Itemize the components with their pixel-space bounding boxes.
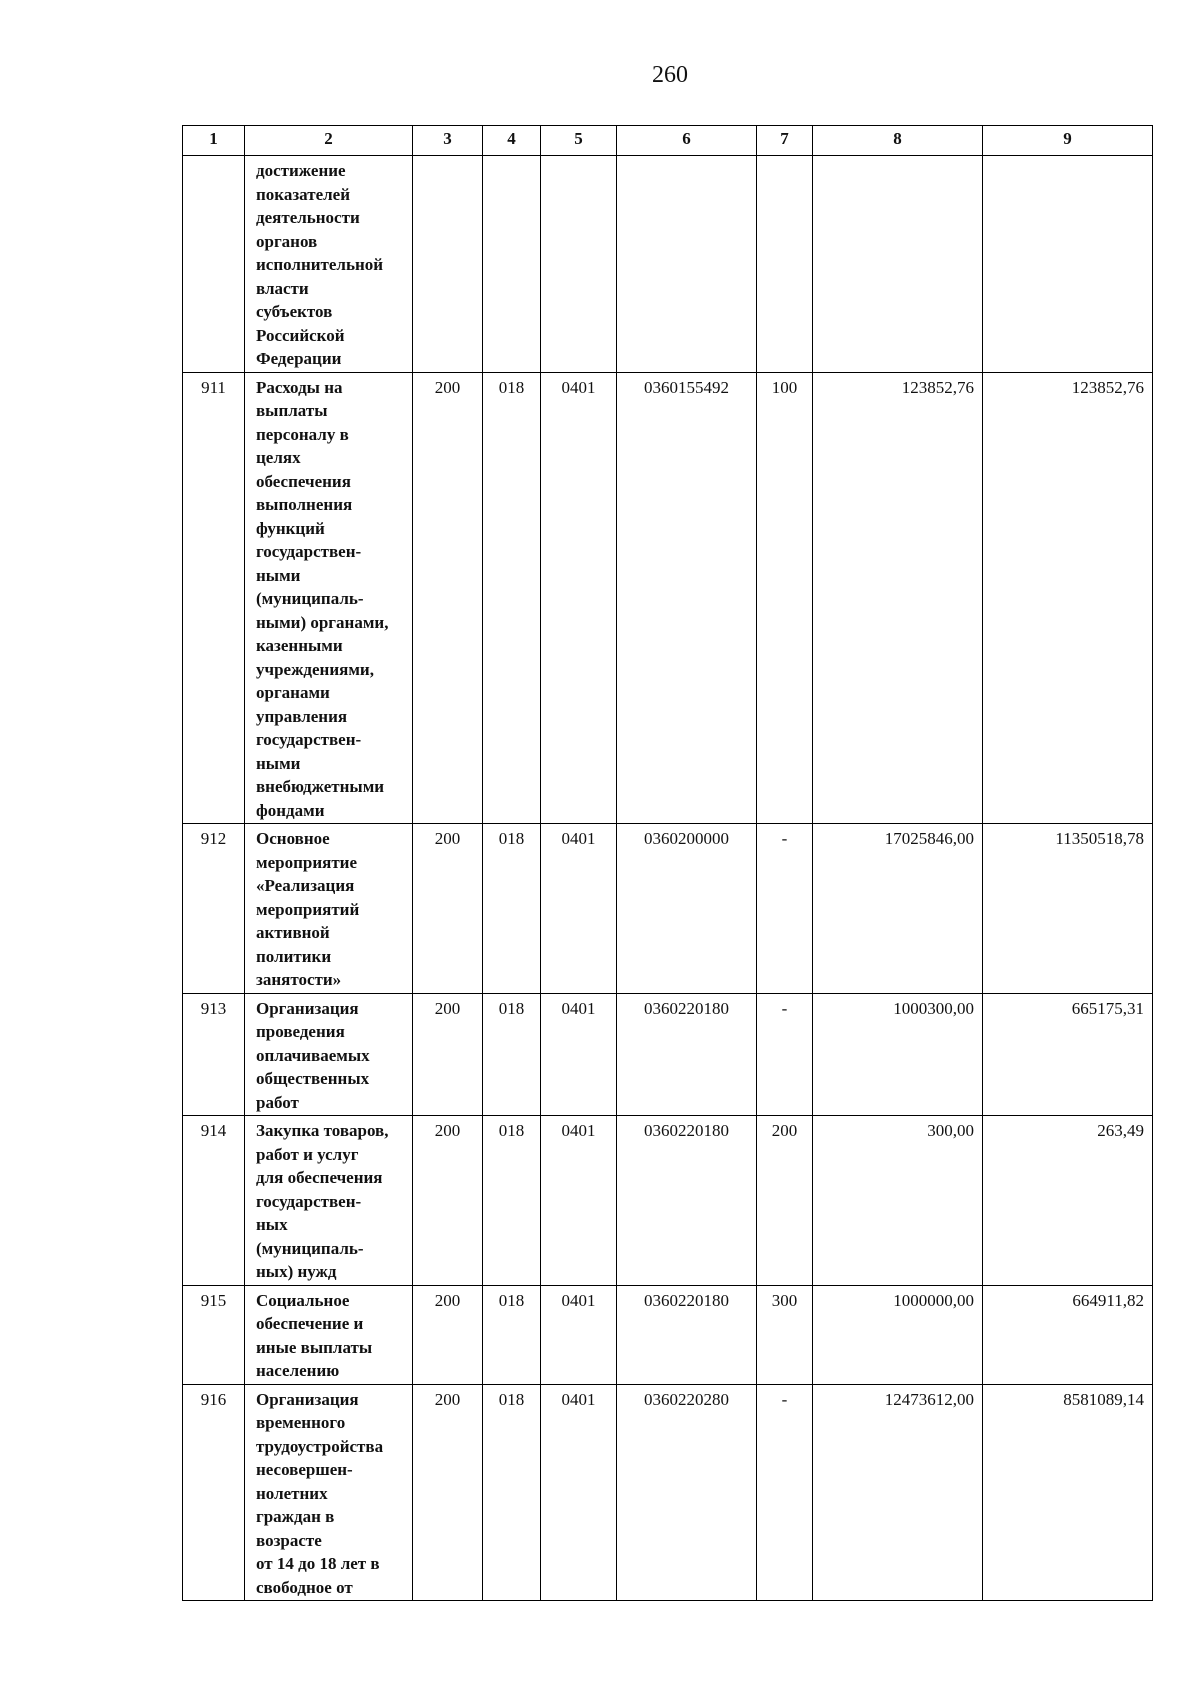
col4-code-cell: 018 (483, 824, 541, 994)
col-header-3: 3 (413, 126, 483, 156)
col8-amount-cell: 300,00 (813, 1116, 983, 1286)
table-body (183, 156, 1153, 1601)
col6-code-cell: 0360220180 (617, 1285, 757, 1384)
col3-code-cell: 200 (413, 993, 483, 1116)
header-row (183, 126, 1153, 156)
row-number-cell: 916 (183, 1384, 245, 1601)
table-row (183, 993, 1153, 1116)
row-number-cell: 912 (183, 824, 245, 994)
col6-code-cell: 0360200000 (617, 824, 757, 994)
row-number-cell: 914 (183, 1116, 245, 1286)
item-name-cell: Организация временного трудоустройства несовершен- нолетних граждан в возрасте от 14 до 18 лет в свободное от (245, 1384, 413, 1601)
page-number: 260 (652, 62, 688, 88)
col8-amount-cell: 17025846,00 (813, 824, 983, 994)
col5-code-cell: 0401 (541, 372, 617, 824)
col4-code-cell: 018 (483, 1116, 541, 1286)
item-name-cell: Закупка товаров, работ и услуг для обеспечения государствен- ных (муниципаль- ных) нужд (245, 1116, 413, 1286)
col3-code-cell: 200 (413, 372, 483, 824)
col4-code-cell: 018 (483, 1285, 541, 1384)
col4-code-cell: 018 (483, 993, 541, 1116)
col8-amount-cell: 1000000,00 (813, 1285, 983, 1384)
table-row (183, 372, 1153, 824)
table-row (183, 1116, 1153, 1286)
col-header-4: 4 (483, 126, 541, 156)
col6-code-cell: 0360155492 (617, 372, 757, 824)
col5-code-cell: 0401 (541, 1384, 617, 1601)
col9-amount-cell (983, 156, 1153, 373)
col4-code-cell: 018 (483, 372, 541, 824)
col9-amount-cell: 123852,76 (983, 372, 1153, 824)
col-header-1: 1 (183, 126, 245, 156)
item-name-cell: Основное мероприятие «Реализация мероприятий активной политики занятости» (245, 824, 413, 994)
item-name-cell: Организация проведения оплачиваемых общественных работ (245, 993, 413, 1116)
col-header-8: 8 (813, 126, 983, 156)
col5-code-cell: 0401 (541, 1285, 617, 1384)
row-number-cell: 913 (183, 993, 245, 1116)
col6-code-cell: 0360220180 (617, 993, 757, 1116)
col3-code-cell: 200 (413, 1116, 483, 1286)
col5-code-cell: 0401 (541, 993, 617, 1116)
col6-code-cell: 0360220280 (617, 1384, 757, 1601)
col6-code-cell (617, 156, 757, 373)
col9-amount-cell: 8581089,14 (983, 1384, 1153, 1601)
table-row (183, 156, 1153, 373)
col7-code-cell (757, 156, 813, 373)
row-number-cell (183, 156, 245, 373)
row-number-cell: 911 (183, 372, 245, 824)
col9-amount-cell: 11350518,78 (983, 824, 1153, 994)
col5-code-cell (541, 156, 617, 373)
budget-table (182, 125, 1153, 1601)
col-header-9: 9 (983, 126, 1153, 156)
col8-amount-cell: 123852,76 (813, 372, 983, 824)
col5-code-cell: 0401 (541, 1116, 617, 1286)
col8-amount-cell: 12473612,00 (813, 1384, 983, 1601)
col-header-6: 6 (617, 126, 757, 156)
col3-code-cell: 200 (413, 1384, 483, 1601)
col7-code-cell: - (757, 824, 813, 994)
table-row (183, 1384, 1153, 1601)
col-header-2: 2 (245, 126, 413, 156)
col9-amount-cell: 665175,31 (983, 993, 1153, 1116)
col8-amount-cell (813, 156, 983, 373)
table-row (183, 824, 1153, 994)
col3-code-cell: 200 (413, 824, 483, 994)
col7-code-cell: 200 (757, 1116, 813, 1286)
item-name-cell: Расходы на выплаты персоналу в целях обеспечения выполнения функций государствен- ными (муниципаль- ными) органами, казенными учреждениями, органами управления государствен- ными внебюджетными фондами (245, 372, 413, 824)
col4-code-cell (483, 156, 541, 373)
item-name-cell: Социальное обеспечение и иные выплаты населению (245, 1285, 413, 1384)
col3-code-cell (413, 156, 483, 373)
col4-code-cell: 018 (483, 1384, 541, 1601)
col7-code-cell: 300 (757, 1285, 813, 1384)
table-row (183, 1285, 1153, 1384)
row-number-cell: 915 (183, 1285, 245, 1384)
col-header-5: 5 (541, 126, 617, 156)
col9-amount-cell: 263,49 (983, 1116, 1153, 1286)
col7-code-cell: - (757, 993, 813, 1116)
item-name-cell: достижение показателей деятельности органов исполнительной власти субъектов Российской Федерации (245, 156, 413, 373)
col5-code-cell: 0401 (541, 824, 617, 994)
col6-code-cell: 0360220180 (617, 1116, 757, 1286)
col8-amount-cell: 1000300,00 (813, 993, 983, 1116)
col7-code-cell: - (757, 1384, 813, 1601)
col9-amount-cell: 664911,82 (983, 1285, 1153, 1384)
col7-code-cell: 100 (757, 372, 813, 824)
col3-code-cell: 200 (413, 1285, 483, 1384)
table-header (183, 126, 1153, 156)
col-header-7: 7 (757, 126, 813, 156)
